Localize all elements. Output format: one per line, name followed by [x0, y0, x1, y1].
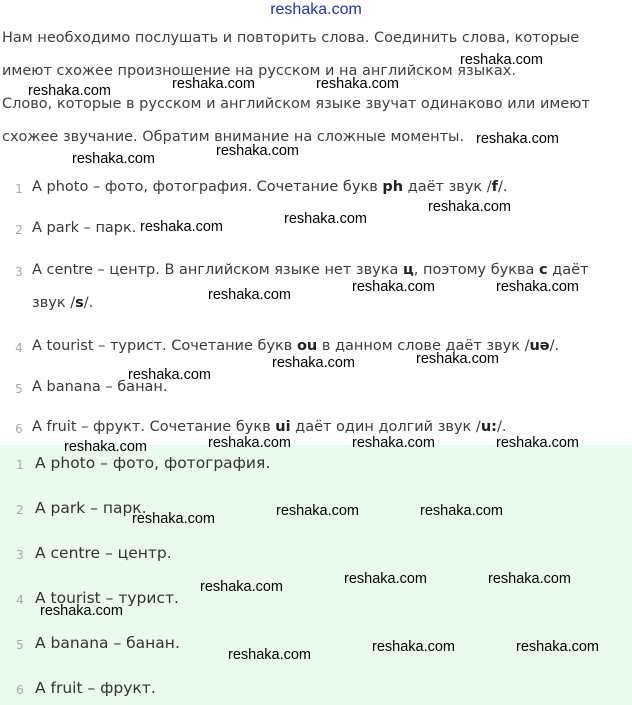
watermark: reshaka.com [488, 571, 572, 587]
item-number: 1 [16, 458, 24, 472]
item-number: 4 [15, 341, 23, 355]
answer-item: A banana – банан. [35, 634, 180, 652]
watermark: reshaka.com [132, 511, 216, 527]
item-number: 5 [16, 638, 24, 652]
item-text: даёт один долгий звук / [290, 419, 481, 435]
list-item [32, 179, 507, 195]
watermark: reshaka.com [216, 143, 300, 159]
intro-line-2: имеют схожее произношение на русском и на английском языках. [2, 63, 516, 79]
answer-item: A fruit – фрукт. [35, 679, 156, 697]
item-bold: f [491, 179, 498, 195]
item-number: 1 [15, 182, 23, 196]
item-text: даёт [547, 262, 589, 278]
watermark: reshaka.com [64, 439, 148, 455]
item-text: звук / [32, 295, 76, 311]
list-item: A banana – банан. [32, 379, 168, 395]
list-item: A park – парк. [32, 220, 137, 236]
list-item-continuation [32, 295, 93, 311]
watermark: reshaka.com [416, 351, 500, 367]
intro-line-3: Слово, которые в русском и английском языке звучат одинаково или имеют [2, 96, 590, 112]
item-bold: c [539, 262, 548, 278]
item-bold: ph [382, 179, 404, 195]
intro-line-1: Нам необходимо послушать и повторить слова. Соединить слова, которые [2, 30, 580, 46]
watermark: reshaka.com [344, 571, 428, 587]
item-bold: u: [480, 419, 497, 435]
watermark: reshaka.com [72, 151, 156, 167]
item-number: 5 [15, 382, 23, 396]
watermark: reshaka.com [272, 355, 356, 371]
item-text: даёт звук / [403, 179, 492, 195]
answer-item: A photo – фото, фотография. [35, 454, 271, 472]
item-text: /. [83, 295, 94, 311]
watermark: reshaka.com [228, 647, 312, 663]
item-bold: s [75, 295, 84, 311]
watermark: reshaka.com [276, 503, 360, 519]
intro-line-4: схожее звучание. Обратим внимание на сложные моменты. [2, 129, 465, 145]
watermark: reshaka.com [496, 279, 580, 295]
watermark: reshaka.com [496, 435, 580, 451]
item-text: в данном слове даёт звук / [317, 338, 530, 354]
answer-item: A park – парк. [35, 499, 147, 517]
site-header-link[interactable]: reshaka.com [270, 1, 362, 18]
item-text: /. [497, 179, 508, 195]
watermark: reshaka.com [352, 435, 436, 451]
watermark: reshaka.com [476, 131, 560, 147]
item-number: 2 [15, 223, 23, 237]
watermark: reshaka.com [372, 639, 456, 655]
watermark: reshaka.com [40, 603, 124, 619]
item-text: /. [496, 419, 507, 435]
watermark: reshaka.com [208, 287, 292, 303]
watermark: reshaka.com [128, 367, 212, 383]
item-text: A tourist – турист. Сочетание букв [32, 338, 297, 354]
item-bold: ц [403, 262, 414, 278]
item-number: 4 [16, 593, 24, 607]
watermark: reshaka.com [28, 83, 112, 99]
item-text: /. [549, 338, 560, 354]
item-number: 3 [16, 548, 24, 562]
watermark: reshaka.com [516, 639, 600, 655]
item-text: A centre – центр. В английском языке нет звука [32, 262, 403, 278]
item-text: A photo – фото, фотография. Сочетание букв [32, 179, 383, 195]
answer-item: A tourist – турист. [35, 589, 179, 607]
item-number: 6 [16, 683, 24, 697]
watermark: reshaka.com [316, 76, 400, 92]
watermark: reshaka.com [352, 279, 436, 295]
watermark: reshaka.com [140, 219, 224, 235]
item-bold: ui [275, 419, 291, 435]
watermark: reshaka.com [428, 199, 512, 215]
item-text: , поэтому буква [413, 262, 540, 278]
item-number: 6 [15, 422, 23, 436]
item-text: A fruit – фрукт. Сочетание букв [32, 419, 276, 435]
item-number: 2 [16, 503, 24, 517]
watermark: reshaka.com [208, 435, 292, 451]
item-bold: uə [529, 338, 550, 354]
answer-item: A centre – центр. [35, 544, 172, 562]
watermark: reshaka.com [284, 211, 368, 227]
list-item [32, 419, 506, 435]
item-bold: ou [296, 338, 318, 354]
watermark: reshaka.com [420, 503, 504, 519]
list-item [32, 262, 589, 278]
watermark: reshaka.com [200, 579, 284, 595]
item-number: 3 [15, 265, 23, 279]
watermark: reshaka.com [172, 76, 256, 92]
watermark: reshaka.com [460, 52, 544, 68]
